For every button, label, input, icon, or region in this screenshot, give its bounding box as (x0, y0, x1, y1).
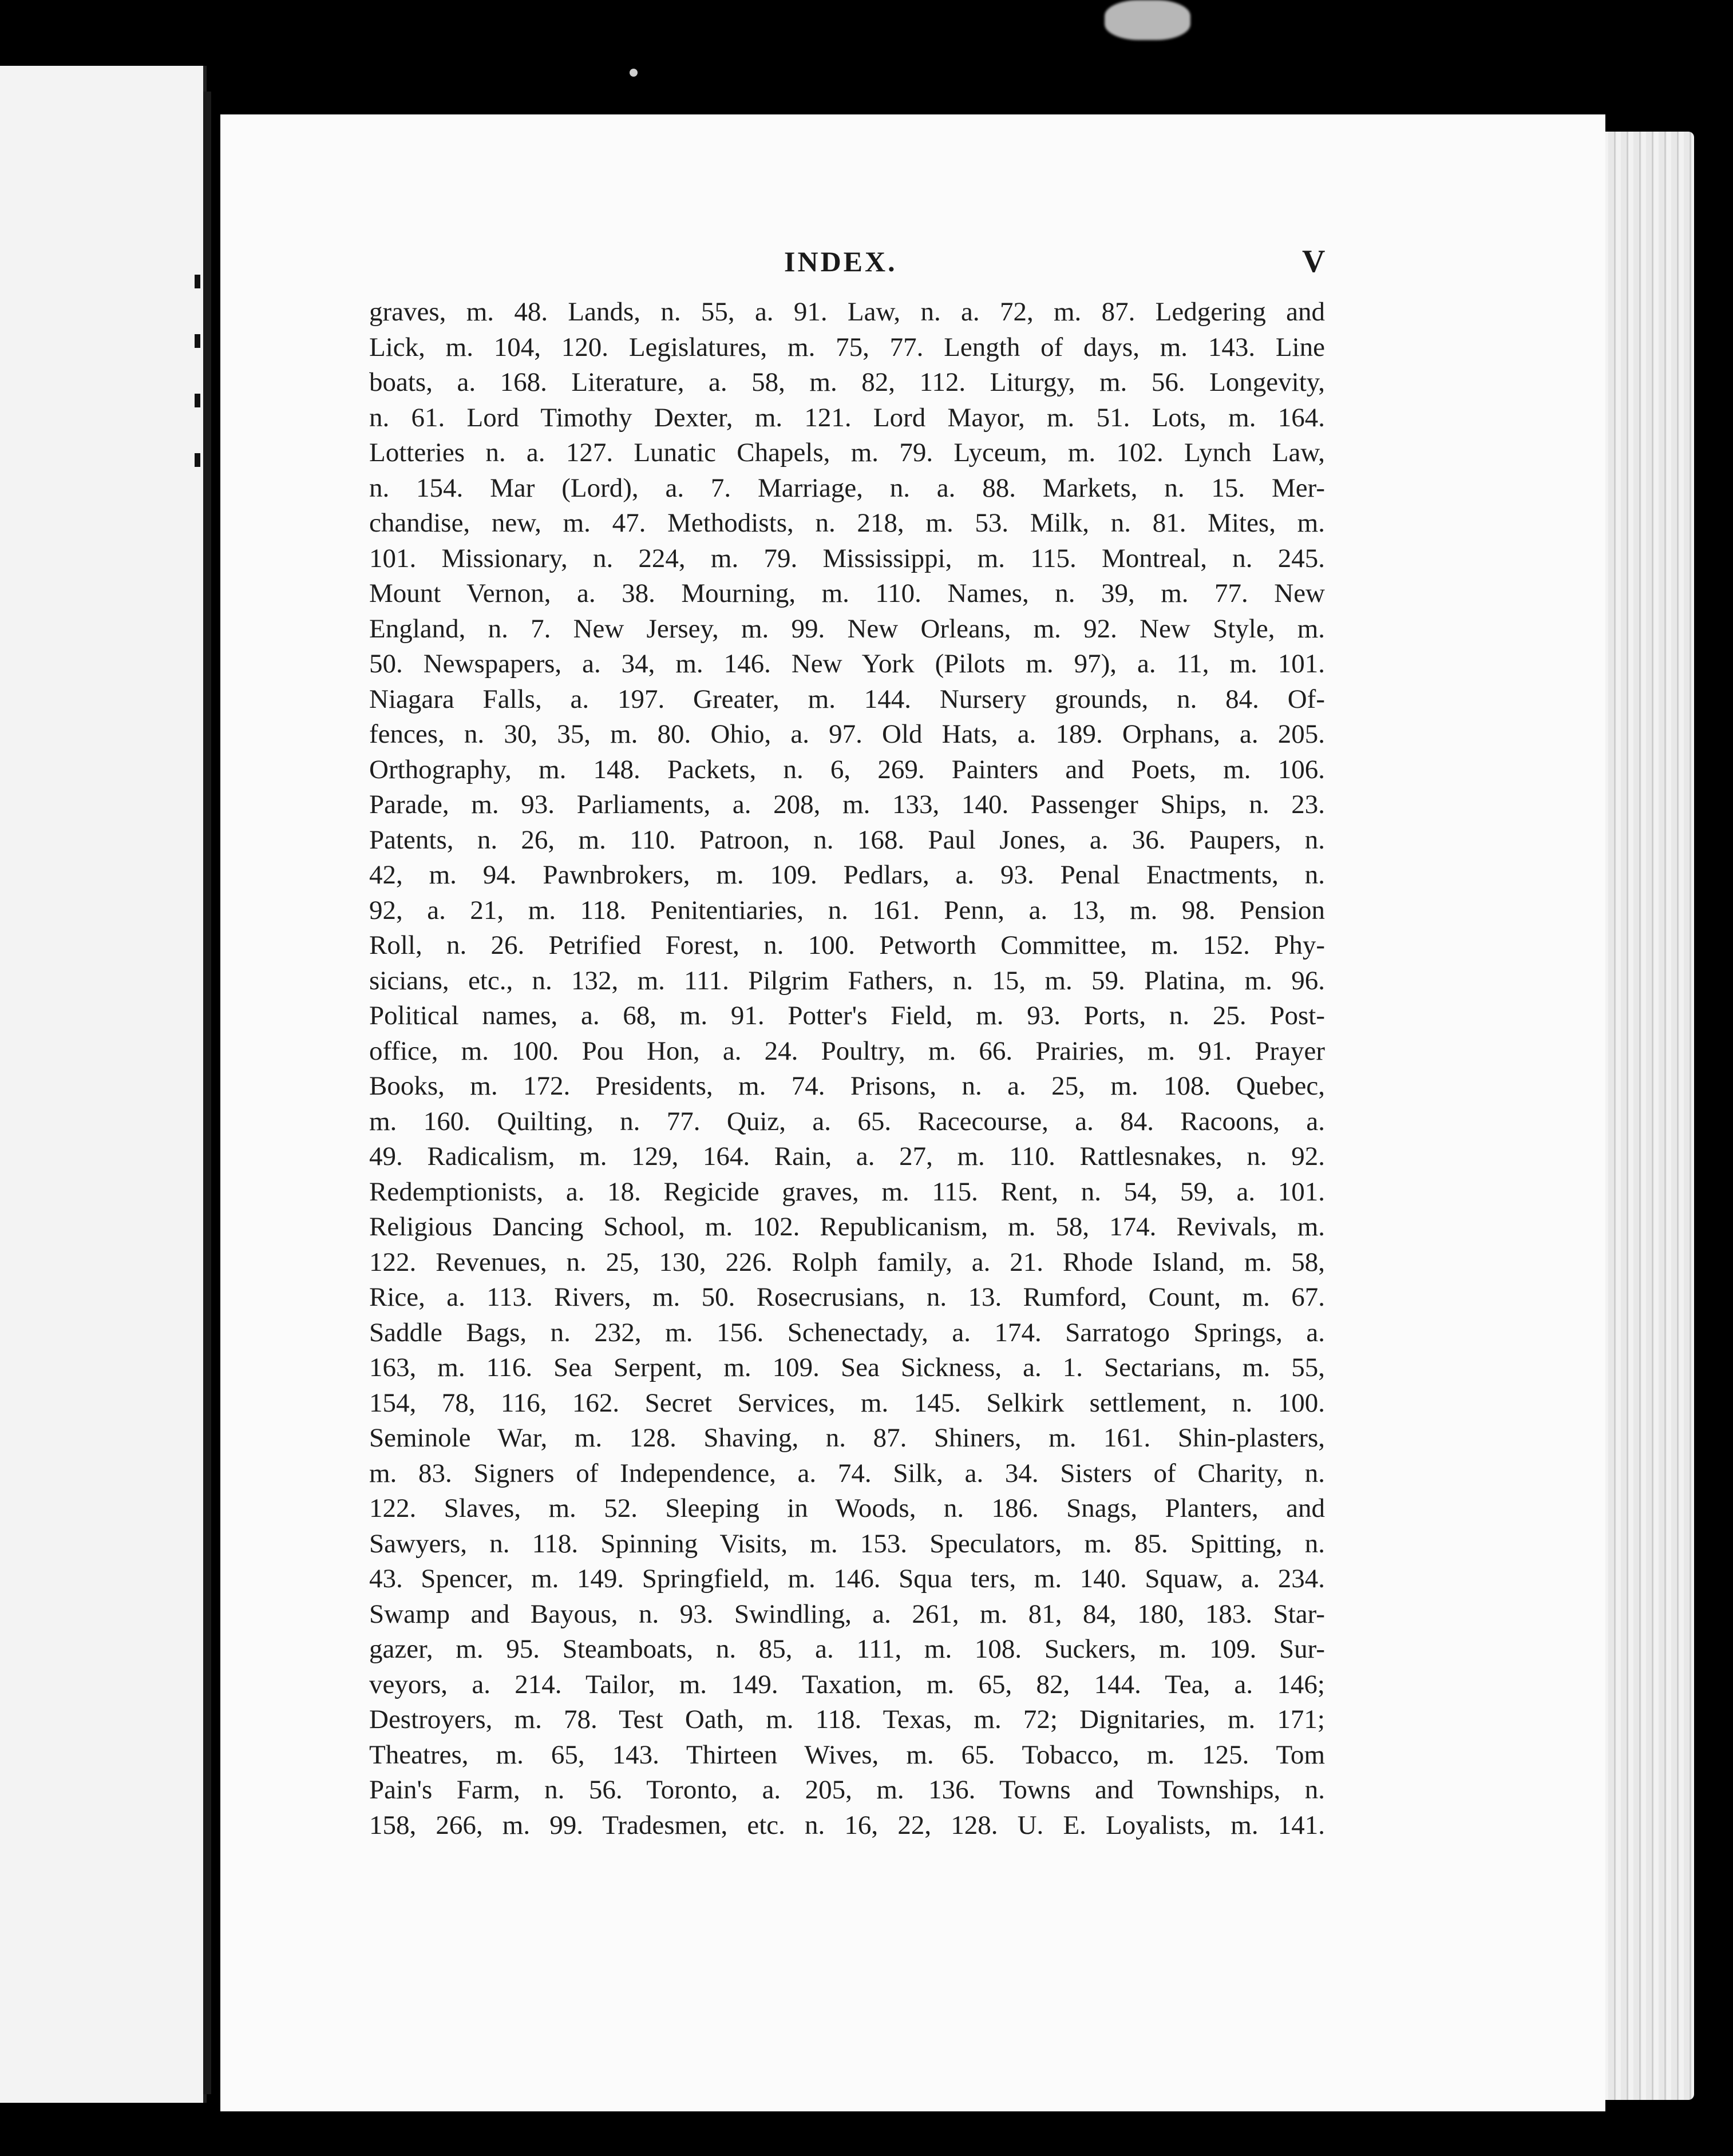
index-line: office, m. 100. Pou Hon, a. 24. Poultry, m. 66. Prairies, m. 91. Prayer (369, 1036, 1325, 1066)
page-number: V (1302, 244, 1326, 279)
paper-stain (1105, 0, 1190, 40)
index-line: Rice, a. 113. Rivers, m. 50. Rosecrusians, n. 13. Rumford, Count, m. 67. (369, 1282, 1325, 1312)
index-line: 122. Slaves, m. 52. Sleeping in Woods, n. 186. Snags, Planters, and (369, 1493, 1325, 1523)
index-line: n. 154. Mar (Lord), a. 7. Marriage, n. a. 88. Markets, n. 15. Mer- (369, 473, 1325, 503)
index-line: chandise, new, m. 47. Methodists, n. 218, m. 53. Milk, n. 81. Mites, m. (369, 508, 1325, 538)
index-line: n. 61. Lord Timothy Dexter, m. 121. Lord Mayor, m. 51. Lots, m. 164. (369, 402, 1325, 433)
index-line: 154, 78, 116, 162. Secret Services, m. 145. Selkirk settlement, n. 100. (369, 1388, 1325, 1418)
index-line: 101. Missionary, n. 224, m. 79. Mississippi, m. 115. Montreal, n. 245. (369, 543, 1325, 573)
index-line: veyors, a. 214. Tailor, m. 149. Taxation, m. 65, 82, 144. Tea, a. 146; (369, 1669, 1325, 1699)
running-head: INDEX. (784, 245, 897, 278)
index-line: Swamp and Bayous, n. 93. Swindling, a. 261, m. 81, 84, 180, 183. Star- (369, 1599, 1325, 1629)
index-line: graves, m. 48. Lands, n. 55, a. 91. Law, n. a. 72, m. 87. Ledgering and (369, 297, 1325, 327)
index-line: Lotteries n. a. 127. Lunatic Chapels, m. 79. Lyceum, m. 102. Lynch Law, (369, 438, 1325, 467)
index-line: fences, n. 30, 35, m. 80. Ohio, a. 97. Old Hats, a. 189. Orphans, a. 205. (369, 719, 1325, 749)
index-line: Pain's Farm, n. 56. Toronto, a. 205, m. 136. Towns and Townships, n. (369, 1775, 1325, 1805)
previous-page-marks (195, 275, 206, 561)
index-line: Patents, n. 26, m. 110. Patroon, n. 168. Paul Jones, a. 36. Paupers, n. (369, 825, 1325, 855)
index-line: 49. Radicalism, m. 129, 164. Rain, a. 27, m. 110. Rattlesnakes, n. 92. (369, 1142, 1325, 1171)
index-line: Mount Vernon, a. 38. Mourning, m. 110. Names, n. 39, m. 77. New (369, 578, 1325, 608)
index-line: Religious Dancing School, m. 102. Republicanism, m. 58, 174. Revivals, m. (369, 1212, 1325, 1242)
index-line: Saddle Bags, n. 232, m. 156. Schenectady, a. 174. Sarratogo Springs, a. (369, 1317, 1325, 1348)
index-line: 92, a. 21, m. 118. Penitentiaries, n. 161. Penn, a. 13, m. 98. Pension (369, 895, 1325, 925)
paper-speck (630, 69, 638, 77)
index-line: England, n. 7. New Jersey, m. 99. New Orleans, m. 92. New Style, m. (369, 613, 1325, 644)
index-line: Roll, n. 26. Petrified Forest, n. 100. Petworth Committee, m. 152. Phy- (369, 930, 1325, 960)
index-line: Seminole War, m. 128. Shaving, n. 87. Shiners, m. 161. Shin-plasters, (369, 1423, 1325, 1453)
index-line: Orthography, m. 148. Packets, n. 6, 269. Painters and Poets, m. 106. (369, 754, 1325, 784)
index-line: 42, m. 94. Pawnbrokers, m. 109. Pedlars, a. 93. Penal Enactments, n. (369, 860, 1325, 890)
index-line: m. 83. Signers of Independence, a. 74. Silk, a. 34. Sisters of Charity, n. (369, 1458, 1325, 1488)
index-line: Lick, m. 104, 120. Legislatures, m. 75, 77. Length of days, m. 143. Line (369, 332, 1325, 362)
index-line: Redemptionists, a. 18. Regicide graves, m. 115. Rent, n. 54, 59, a. 101. (369, 1176, 1325, 1207)
index-line: gazer, m. 95. Steamboats, n. 85, a. 111, m. 108. Suckers, m. 109. Sur- (369, 1634, 1325, 1664)
index-line: 122. Revenues, n. 25, 130, 226. Rolph family, a. 21. Rhode Island, m. 58, (369, 1247, 1325, 1277)
index-line: 50. Newspapers, a. 34, m. 146. New York (Pilots m. 97), a. 11, m. 101. (369, 649, 1325, 679)
index-line: Niagara Falls, a. 197. Greater, m. 144. Nursery grounds, n. 84. Of- (369, 684, 1325, 714)
index-line: Books, m. 172. Presidents, m. 74. Prisons, n. a. 25, m. 108. Quebec, (369, 1071, 1325, 1101)
index-line: Parade, m. 93. Parliaments, a. 208, m. 133, 140. Passenger Ships, n. 23. (369, 790, 1325, 819)
index-text (369, 295, 1325, 1843)
previous-page-edge (0, 66, 207, 2103)
index-line: Sawyers, n. 118. Spinning Visits, m. 153. Speculators, m. 85. Spitting, n. (369, 1528, 1325, 1559)
index-line: boats, a. 168. Literature, a. 58, m. 82, 112. Liturgy, m. 56. Longevity, (369, 367, 1325, 397)
index-line: sicians, etc., n. 132, m. 111. Pilgrim Fathers, n. 15, m. 59. Platina, m. 96. (369, 965, 1325, 996)
index-line: 158, 266, m. 99. Tradesmen, etc. n. 16, 22, 128. U. E. Loyalists, m. 141. (369, 1810, 1325, 1840)
index-line: 163, m. 116. Sea Serpent, m. 109. Sea Sickness, a. 1. Sectarians, m. 55, (369, 1353, 1325, 1382)
index-line: Theatres, m. 65, 143. Thirteen Wives, m. 65. Tobacco, m. 125. Tom (369, 1739, 1325, 1770)
index-line: Political names, a. 68, m. 91. Potter's Field, m. 93. Ports, n. 25. Post- (369, 1001, 1325, 1031)
index-line: Destroyers, m. 78. Test Oath, m. 118. Texas, m. 72; Dignitaries, m. 171; (369, 1705, 1325, 1734)
index-line: m. 160. Quilting, n. 77. Quiz, a. 65. Racecourse, a. 84. Racoons, a. (369, 1106, 1325, 1136)
index-line: 43. Spencer, m. 149. Springfield, m. 146. Squa ters, m. 140. Squaw, a. 234. (369, 1564, 1325, 1594)
